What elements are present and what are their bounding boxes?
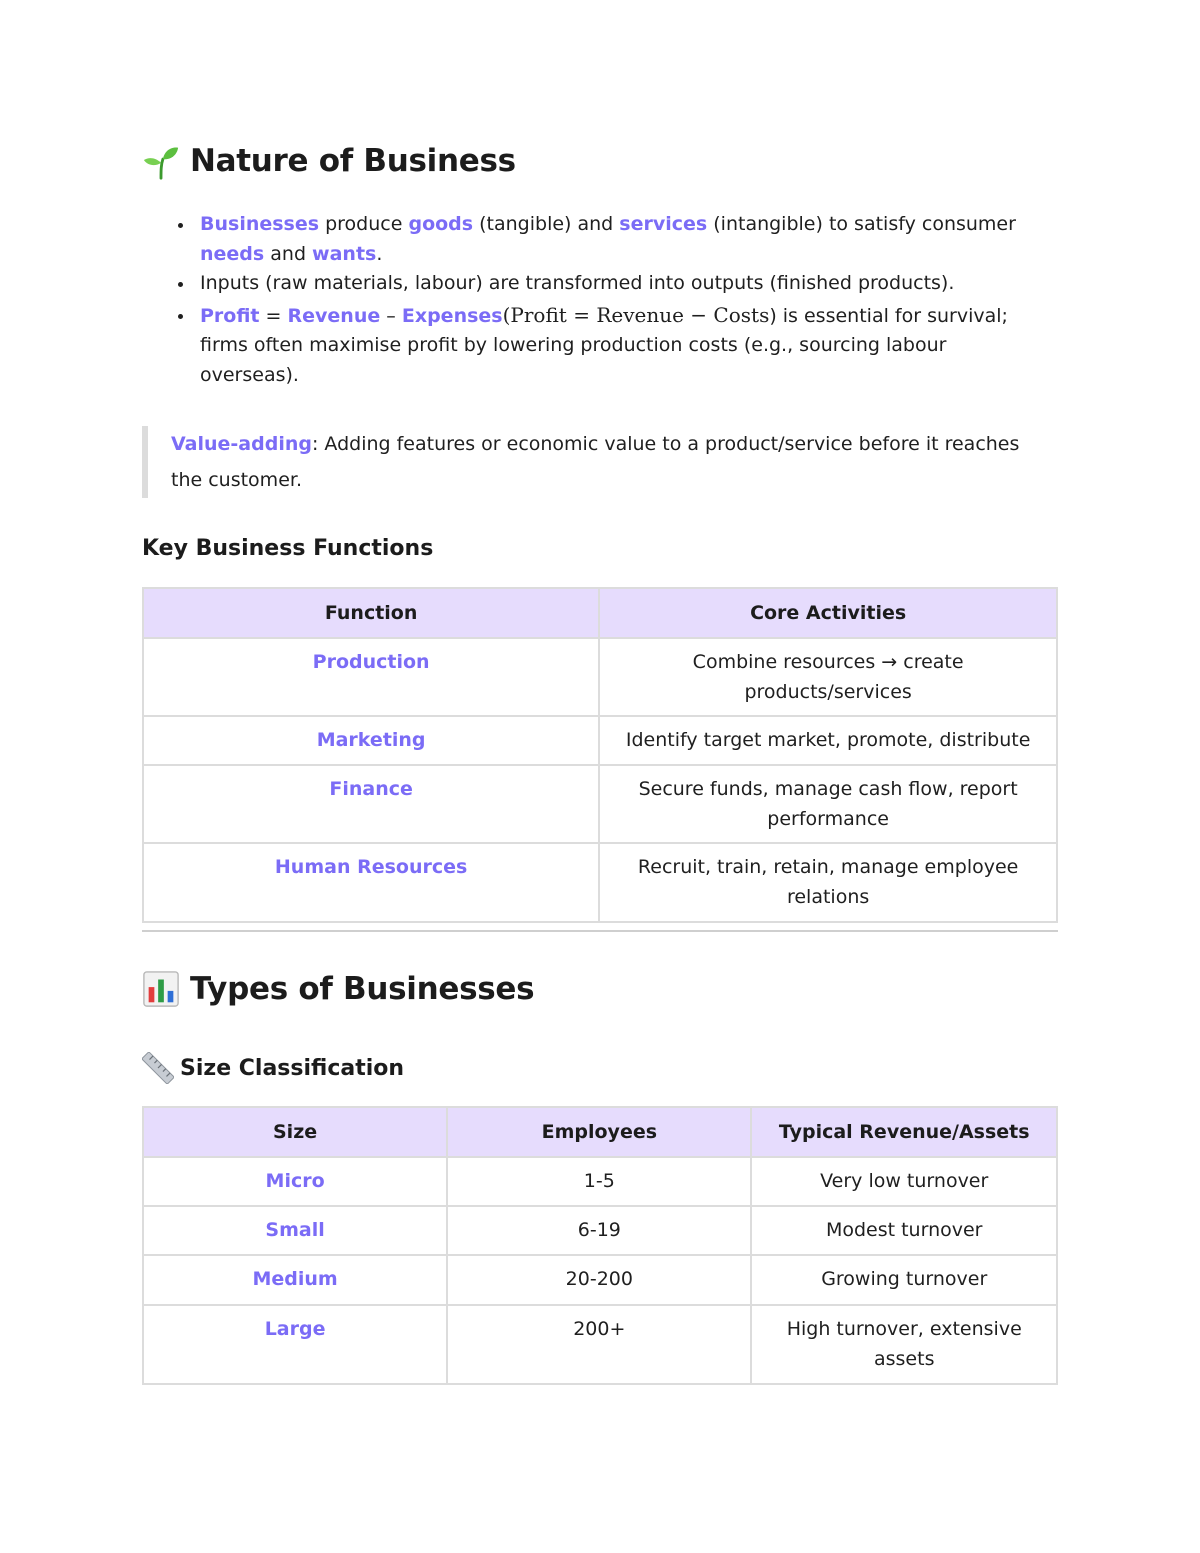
- function-name: Human Resources: [143, 843, 599, 922]
- table-row: [143, 843, 1057, 922]
- text-run: Inputs (raw materials, labour) are transformed into outputs (finished products).: [200, 272, 955, 294]
- value-adding-quote: [142, 426, 1041, 498]
- revenue-description: Very low turnover: [751, 1157, 1057, 1206]
- function-activities: Identify target market, promote, distribute: [599, 716, 1057, 765]
- size-name: Small: [143, 1206, 447, 1255]
- text-run: and: [264, 242, 313, 265]
- heading-text: Size Classification: [180, 1055, 405, 1081]
- column-header: Function: [143, 588, 599, 638]
- term-profit: Profit: [200, 304, 260, 327]
- term-services: services: [619, 213, 708, 235]
- functions-table: [142, 587, 1058, 923]
- section-title-types: [142, 970, 534, 1008]
- nature-bullet-list: [142, 210, 1030, 390]
- quote-text: : Adding features or economic value to a product/service before it reaches the customer.: [171, 433, 1020, 491]
- ruler-icon: [142, 1052, 174, 1084]
- table-row: [143, 638, 1057, 716]
- term-value-adding: Value-adding: [171, 433, 312, 455]
- section-title-nature: [142, 142, 516, 180]
- column-header: Size: [143, 1107, 447, 1157]
- size-table: [142, 1106, 1058, 1385]
- term-expenses: Expenses: [401, 304, 503, 327]
- function-activities: Secure funds, manage cash flow, report performance: [599, 765, 1057, 843]
- list-item: [200, 210, 1030, 269]
- table-row: [143, 765, 1057, 843]
- table-row: [143, 1305, 1057, 1384]
- term-revenue: Revenue: [287, 304, 381, 327]
- functions-heading: [142, 536, 433, 561]
- function-name: Marketing: [143, 716, 599, 765]
- text-run: .: [376, 242, 383, 265]
- term-wants: wants: [312, 242, 377, 265]
- table-row: [143, 716, 1057, 765]
- table-header-row: [143, 588, 1057, 638]
- employee-range: 200+: [447, 1305, 751, 1384]
- list-item: [200, 301, 1030, 391]
- heading-text: Key Business Functions: [142, 536, 434, 561]
- bar-chart-icon: [142, 970, 180, 1008]
- section-title-text: Types of Businesses: [190, 971, 535, 1007]
- text-run: –: [380, 304, 402, 327]
- employee-range: 1-5: [447, 1157, 751, 1206]
- size-heading: [142, 1052, 404, 1084]
- term-needs: needs: [200, 242, 265, 265]
- size-name: Medium: [143, 1255, 447, 1305]
- employee-range: 6-19: [447, 1206, 751, 1255]
- revenue-description: Growing turnover: [751, 1255, 1057, 1305]
- section-divider: [142, 930, 1058, 932]
- function-name: Finance: [143, 765, 599, 843]
- function-name: Production: [143, 638, 599, 716]
- employee-range: 20-200: [447, 1255, 751, 1305]
- size-name: Micro: [143, 1157, 447, 1206]
- term-businesses: Businesses: [200, 213, 320, 235]
- column-header: Core Activities: [599, 588, 1057, 638]
- profit-formula: (Profit = Revenue − Costs: [502, 302, 770, 327]
- revenue-description: Modest turnover: [751, 1206, 1057, 1255]
- table-row: [143, 1157, 1057, 1206]
- table-row: [143, 1206, 1057, 1255]
- function-activities: Recruit, train, retain, manage employee relations: [599, 843, 1057, 922]
- term-goods: goods: [408, 213, 474, 235]
- text-run: =: [259, 304, 288, 327]
- table-row: [143, 1255, 1057, 1305]
- size-name: Large: [143, 1305, 447, 1384]
- section-title-text: Nature of Business: [190, 143, 516, 179]
- table-header-row: [143, 1107, 1057, 1157]
- column-header: Typical Revenue/Assets: [751, 1107, 1057, 1157]
- seedling-icon: [142, 142, 180, 180]
- column-header: Employees: [447, 1107, 751, 1157]
- function-activities: Combine resources → create products/services: [599, 638, 1057, 716]
- text-run: produce: [319, 213, 409, 235]
- text-run: ) is essential for survival; firms often maximise profit by lowering production costs (e.g., sourcing labour overseas).: [200, 304, 1008, 386]
- list-item: [200, 269, 1030, 299]
- text-run: (tangible) and: [473, 213, 620, 235]
- text-run: (intangible) to satisfy consumer: [707, 213, 1016, 235]
- revenue-description: High turnover, extensive assets: [751, 1305, 1057, 1384]
